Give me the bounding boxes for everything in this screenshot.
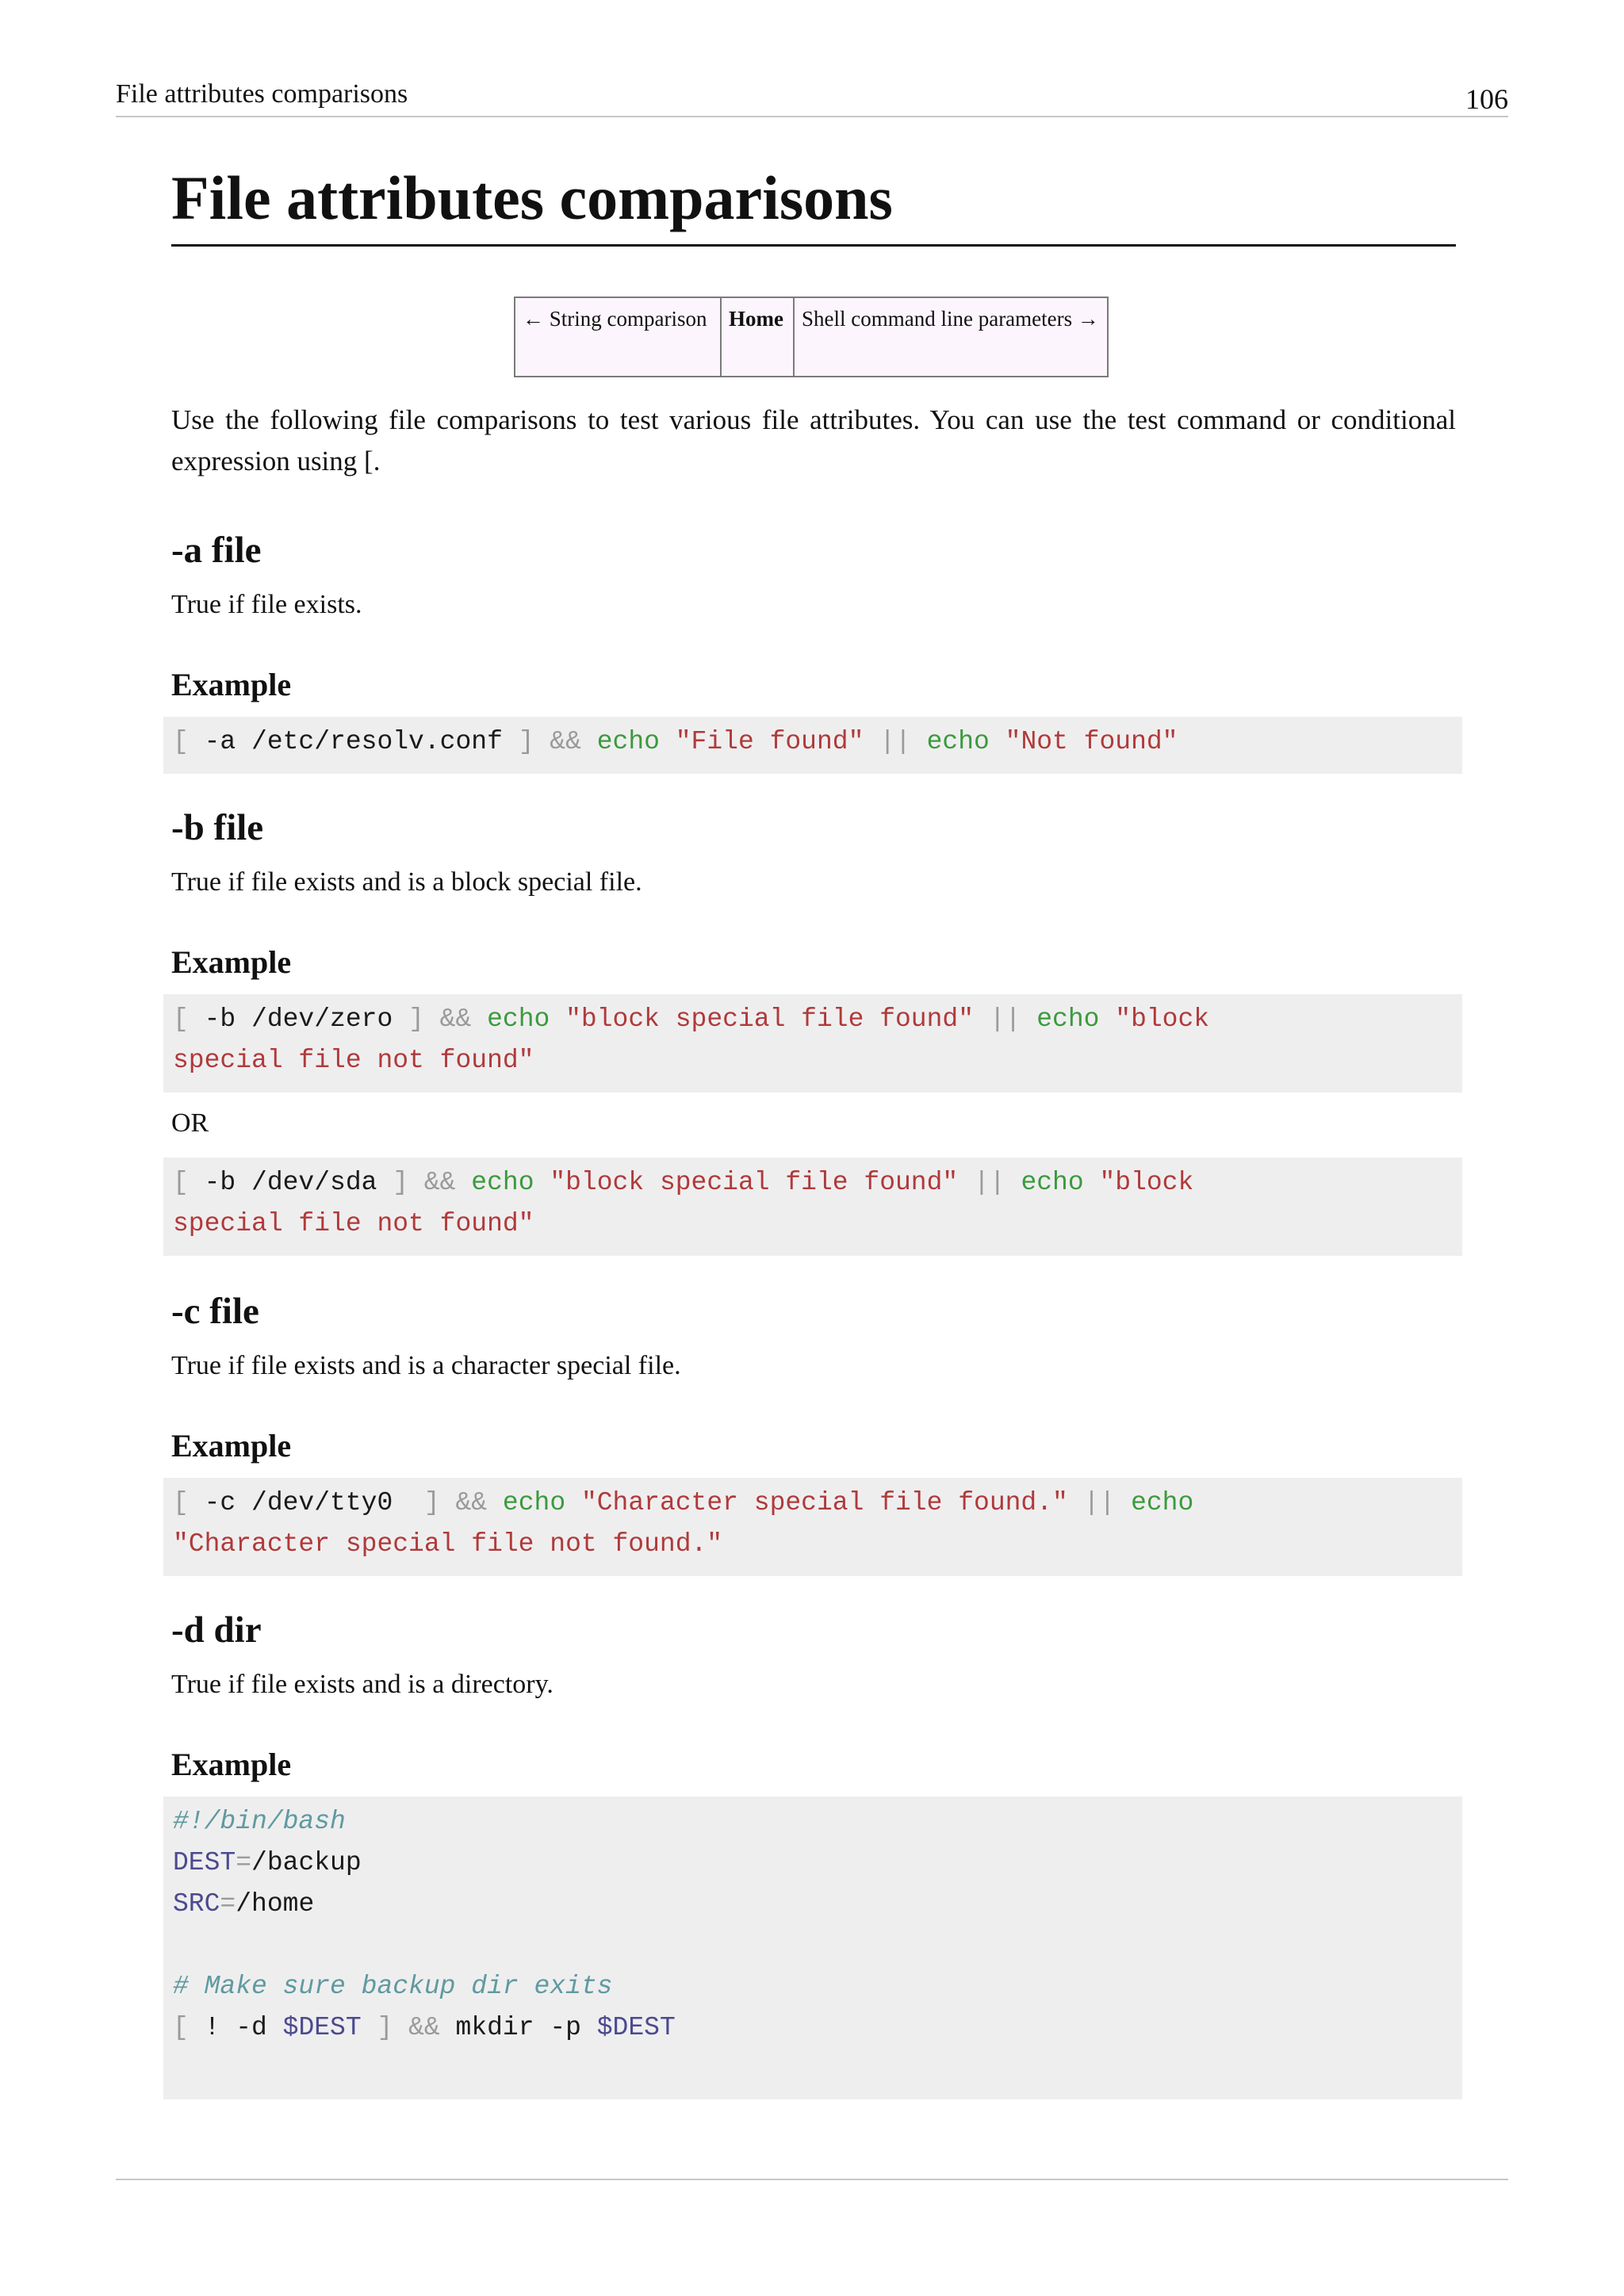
code-block	[163, 1797, 1462, 2099]
code-token: -b /dev/sda	[188, 1168, 393, 1197]
code-token: "block special file found"	[550, 1168, 959, 1197]
section-heading-c-file: -c file	[171, 1291, 259, 1332]
code-token: ||	[958, 1168, 1021, 1197]
code-token: [	[173, 2013, 189, 2042]
running-header-title: File attributes comparisons	[116, 79, 408, 109]
nav-home-link[interactable]: Home	[729, 307, 783, 331]
code-token: -b /dev/zero	[188, 1004, 409, 1034]
code-token: -a /etc/resolv.conf	[188, 727, 519, 756]
code-token: $DEST	[282, 2013, 362, 2042]
code-token: special file not found"	[173, 1209, 534, 1238]
or-label: OR	[171, 1108, 209, 1138]
code-token: echo	[471, 1168, 534, 1197]
code-token	[1099, 1004, 1115, 1034]
code-token: SRC	[173, 1889, 220, 1919]
code-token: ]	[393, 1168, 409, 1197]
code-token: "block	[1099, 1168, 1194, 1197]
code-token: echo	[502, 1488, 566, 1517]
code-token: echo	[1131, 1488, 1194, 1517]
code-token: [	[173, 1488, 189, 1517]
nav-next-cell	[794, 297, 1108, 377]
intro-paragraph: Use the following file comparisons to test various file attributes. You can use the test command or conditional expression using [.	[171, 404, 1456, 476]
example-heading: Example	[171, 1747, 292, 1782]
example-heading: Example	[171, 667, 292, 702]
code-token: "Character special file not found."	[173, 1529, 723, 1559]
code-token	[550, 1004, 565, 1034]
code-token: &&	[423, 1004, 488, 1034]
section-description: True if file exists and is a character special file.	[171, 1351, 681, 1380]
code-token: DEST	[173, 1848, 236, 1877]
footer-divider	[116, 2179, 1508, 2180]
code-token: ]	[518, 727, 534, 756]
code-token: "Not found"	[1005, 727, 1178, 756]
code-token: "Character special file found."	[580, 1488, 1068, 1517]
code-block	[163, 994, 1462, 1093]
code-block	[163, 1478, 1462, 1576]
code-token: =	[236, 1848, 252, 1877]
code-token: ! -d	[188, 2013, 283, 2042]
section-heading-a-file: -a file	[171, 530, 262, 571]
code-token: ||	[1067, 1488, 1132, 1517]
code-token: echo	[926, 727, 990, 756]
code-token: echo	[1036, 1004, 1100, 1034]
navigation-box	[514, 297, 1109, 377]
code-token: echo	[596, 727, 660, 756]
code-token	[1084, 1168, 1100, 1197]
code-token: special file not found"	[173, 1046, 534, 1075]
code-token: /home	[236, 1889, 315, 1919]
code-token: /backup	[251, 1848, 362, 1877]
running-header	[116, 79, 1508, 117]
code-token: ||	[864, 727, 927, 756]
code-token	[362, 2013, 377, 2042]
code-token: mkdir -p	[455, 2013, 597, 2042]
code-token: [	[173, 727, 189, 756]
section-description: True if file exists and is a directory.	[171, 1670, 553, 1699]
code-token: $DEST	[596, 2013, 676, 2042]
code-token: echo	[487, 1004, 550, 1034]
code-token	[990, 727, 1005, 756]
code-token: ]	[408, 1004, 424, 1034]
code-token: [	[173, 1004, 189, 1034]
section-heading-d-dir: -d dir	[171, 1609, 262, 1651]
example-heading: Example	[171, 944, 292, 980]
code-token	[660, 727, 676, 756]
code-token: [	[173, 1168, 189, 1197]
code-token: ]	[423, 1488, 440, 1517]
code-token: ]	[377, 2013, 393, 2042]
code-token: #!/bin/bash	[173, 1807, 346, 1836]
code-token: "block special file found"	[565, 1004, 975, 1034]
nav-prev-link[interactable]: ← String comparison	[523, 307, 707, 331]
code-token: echo	[1021, 1168, 1084, 1197]
code-token: &&	[534, 727, 597, 756]
code-token: &&	[393, 2013, 456, 2042]
code-token	[565, 1488, 581, 1517]
section-description: True if file exists and is a block special file.	[171, 867, 642, 897]
section-heading-b-file: -b file	[171, 807, 264, 848]
code-token	[534, 1168, 550, 1197]
code-token: "block	[1115, 1004, 1210, 1034]
code-token: # Make sure backup dir exits	[173, 1972, 613, 2001]
code-block	[163, 1158, 1462, 1256]
code-token: &&	[439, 1488, 503, 1517]
nav-next-link[interactable]: Shell command line parameters →	[802, 307, 1099, 331]
page-number: 106	[1465, 83, 1508, 115]
code-token: ||	[974, 1004, 1037, 1034]
code-token: "File found"	[675, 727, 864, 756]
page-title: File attributes comparisons	[171, 160, 1456, 247]
section-description: True if file exists.	[171, 590, 362, 619]
code-block	[163, 717, 1462, 774]
code-token: =	[220, 1889, 236, 1919]
code-token: &&	[408, 1168, 472, 1197]
example-heading: Example	[171, 1428, 292, 1464]
nav-home-cell	[721, 297, 794, 377]
nav-prev-cell	[515, 297, 721, 377]
code-token: -c /dev/tty0	[188, 1488, 424, 1517]
